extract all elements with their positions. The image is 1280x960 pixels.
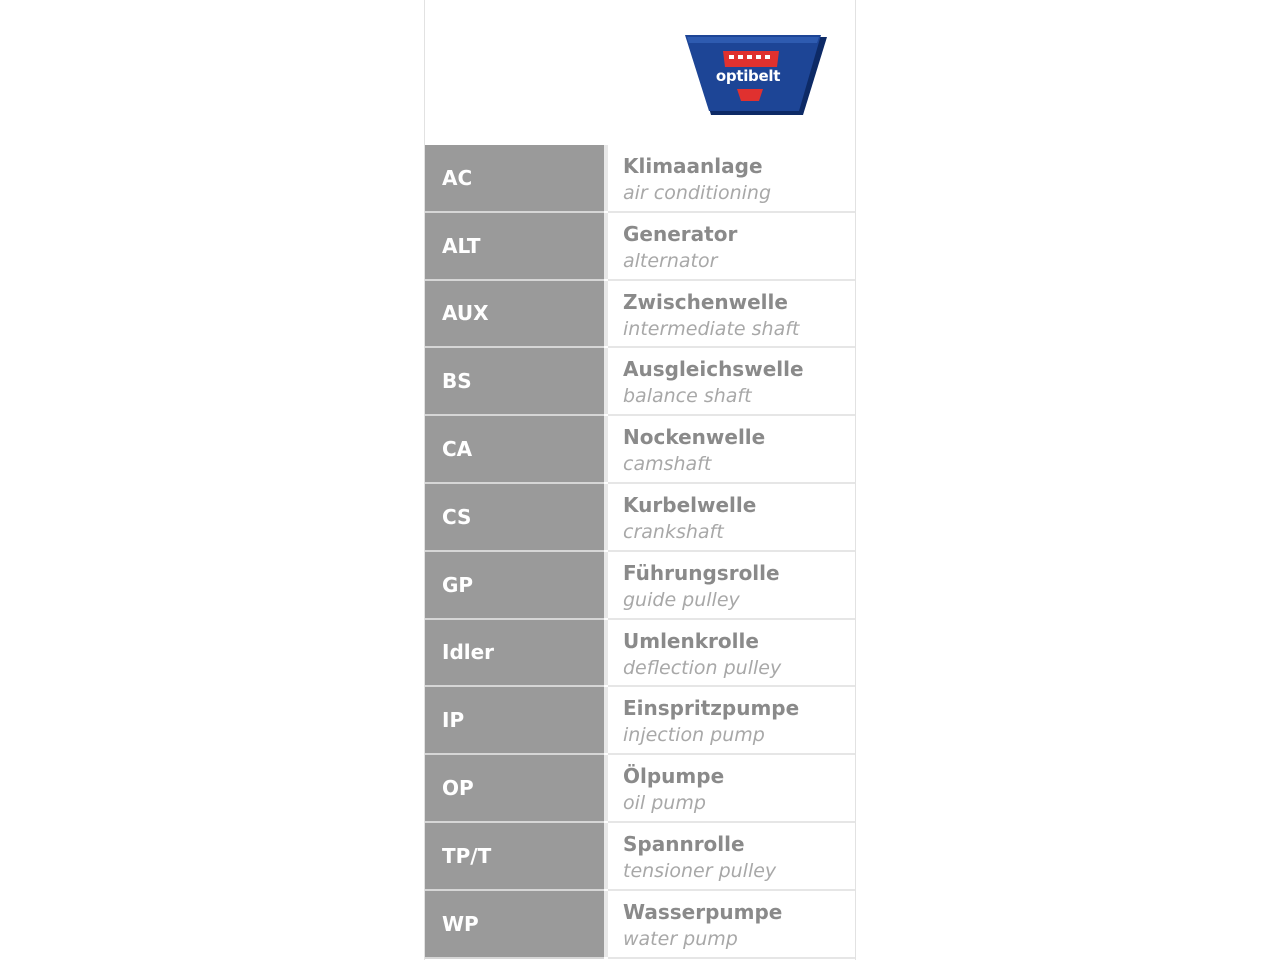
description-cell bbox=[608, 620, 855, 688]
german-term: Spannrolle bbox=[623, 831, 745, 856]
abbreviation-code: CS bbox=[442, 504, 472, 529]
german-term: Nockenwelle bbox=[623, 425, 766, 450]
abbreviation-code: GP bbox=[442, 572, 474, 597]
german-term: Generator bbox=[623, 221, 738, 246]
abbreviation-code: BS bbox=[442, 369, 472, 394]
abbreviation-code: IP bbox=[442, 708, 465, 733]
abbreviation-code: Idler bbox=[442, 640, 495, 665]
logo-wordmark: optibelt bbox=[715, 67, 781, 85]
legend-row bbox=[425, 755, 855, 823]
german-term: Zwischenwelle bbox=[623, 289, 788, 314]
legend-row bbox=[425, 145, 855, 213]
german-term: Klimaanlage bbox=[623, 154, 763, 178]
code-cell bbox=[425, 348, 604, 416]
code-cell bbox=[425, 145, 604, 213]
abbreviation-code: CA bbox=[442, 437, 473, 462]
code-cell bbox=[425, 687, 604, 755]
abbreviation-code: AC bbox=[442, 165, 473, 190]
description-cell bbox=[608, 687, 855, 755]
description-cell bbox=[608, 213, 855, 281]
abbreviation-code: AUX bbox=[442, 301, 489, 326]
english-term: tensioner pulley bbox=[623, 859, 777, 882]
code-cell bbox=[425, 213, 604, 281]
legend-row bbox=[425, 213, 855, 281]
legend-row bbox=[425, 891, 855, 959]
english-term: balance shaft bbox=[623, 385, 752, 408]
legend-row bbox=[425, 823, 855, 891]
description-cell bbox=[608, 484, 855, 552]
legend-row bbox=[425, 348, 855, 416]
german-term: Wasserpumpe bbox=[623, 899, 783, 924]
legend-row bbox=[425, 281, 855, 349]
german-term: Ölpumpe bbox=[623, 764, 725, 789]
legend-row bbox=[425, 484, 855, 552]
english-term: deflection pulley bbox=[623, 656, 782, 679]
legend-row bbox=[425, 620, 855, 688]
english-term: injection pump bbox=[623, 724, 765, 747]
code-cell bbox=[425, 281, 604, 349]
description-cell bbox=[608, 891, 855, 959]
legend-row bbox=[425, 552, 855, 620]
description-cell bbox=[608, 755, 855, 823]
english-term: guide pulley bbox=[623, 588, 740, 611]
german-term: Ausgleichswelle bbox=[623, 357, 804, 382]
legend-row bbox=[425, 687, 855, 755]
english-term: intermediate shaft bbox=[623, 317, 800, 340]
code-cell bbox=[425, 552, 604, 620]
legend-rows bbox=[425, 145, 855, 959]
german-term: Führungsrolle bbox=[623, 560, 780, 585]
description-cell bbox=[608, 823, 855, 891]
english-term: crankshaft bbox=[623, 520, 724, 543]
german-term: Kurbelwelle bbox=[623, 492, 757, 517]
german-term: Einspritzpumpe bbox=[623, 696, 800, 721]
abbreviation-code: OP bbox=[442, 776, 474, 801]
abbreviation-code: ALT bbox=[442, 233, 481, 258]
english-term: air conditioning bbox=[623, 182, 772, 204]
code-cell bbox=[425, 416, 604, 484]
code-cell bbox=[425, 891, 604, 959]
abbreviation-code: TP/T bbox=[442, 843, 492, 868]
legend-header bbox=[425, 0, 855, 145]
description-cell bbox=[608, 348, 855, 416]
legend-row bbox=[425, 416, 855, 484]
description-cell bbox=[608, 552, 855, 620]
english-term: alternator bbox=[623, 249, 718, 272]
code-cell bbox=[425, 823, 604, 891]
abbreviation-legend bbox=[424, 0, 856, 960]
english-term: oil pump bbox=[623, 792, 706, 815]
optibelt-logo bbox=[683, 33, 831, 117]
german-term: Umlenkrolle bbox=[623, 628, 759, 653]
abbreviation-code: WP bbox=[442, 911, 479, 936]
description-cell bbox=[608, 281, 855, 349]
english-term: water pump bbox=[623, 927, 738, 950]
code-cell bbox=[425, 620, 604, 688]
english-term: camshaft bbox=[623, 453, 712, 476]
description-cell bbox=[608, 416, 855, 484]
code-cell bbox=[425, 755, 604, 823]
description-cell bbox=[608, 145, 855, 213]
code-cell bbox=[425, 484, 604, 552]
